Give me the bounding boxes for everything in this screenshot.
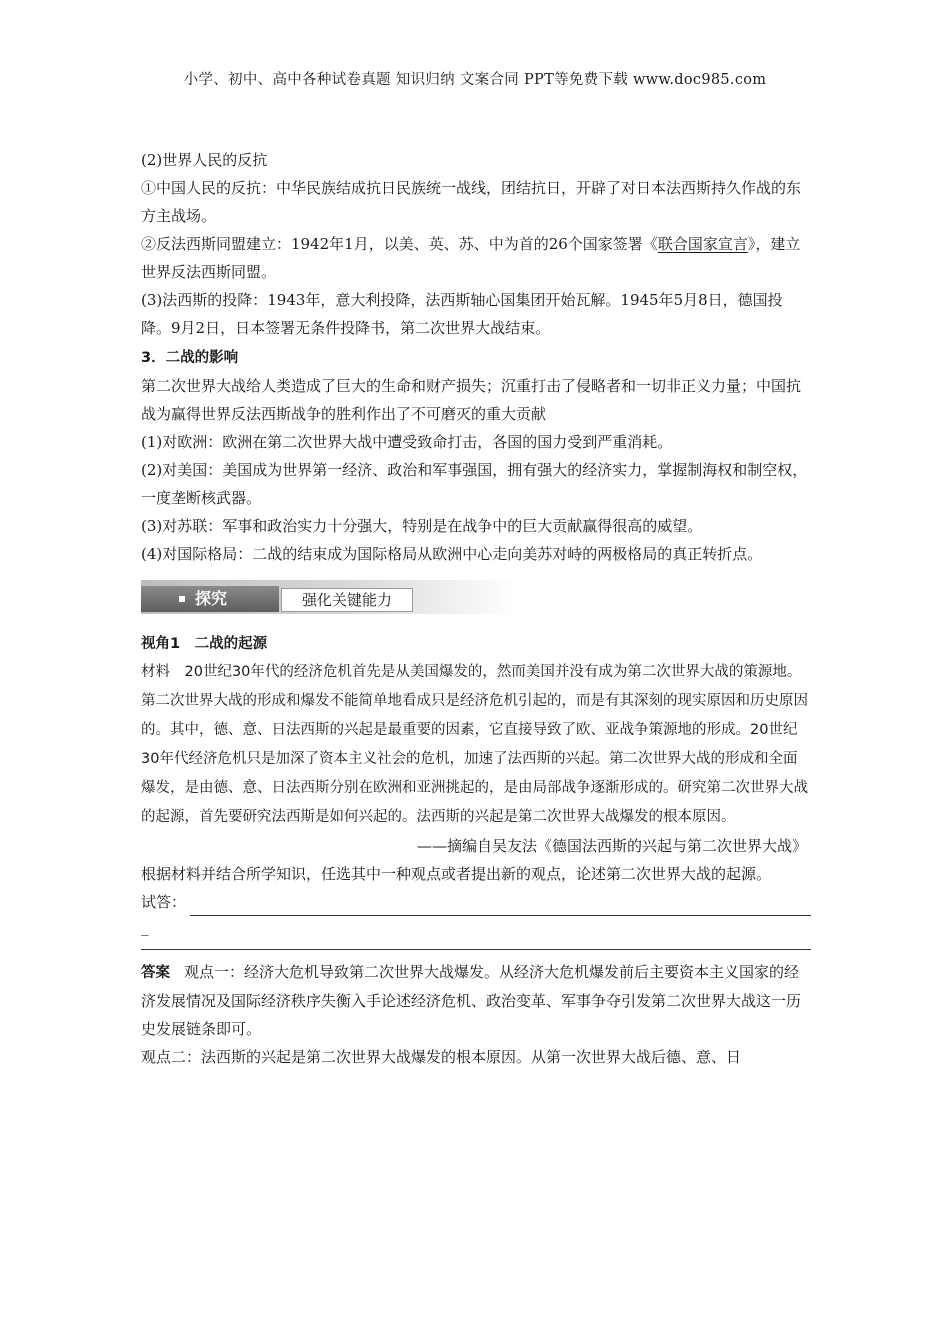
banner-explore-label: 探究 <box>141 586 279 612</box>
subsection-title-resistance: (2)世界人民的反抗 <box>141 151 268 169</box>
square-bullet-icon <box>179 596 185 602</box>
paragraph-impact-international: (4)对国际格局：二战的结束成为国际格局从欧洲中心走向美苏对峙的两极格局的真正转折点。 <box>141 545 763 563</box>
answer-tag: 答案 <box>141 965 170 981</box>
material-paragraph: 材料 20世纪30年代的经济危机首先是从美国爆发的，然而美国并没有成为第二次世界大战的策源地。第二次世界大战的形成和爆发不能简单地看成只是经济危机引起的，而是有其深刻的现实原因和历史原因的。其中，德、意、日法西斯的兴起是最重要的因素，它直接导致了欧、亚战争策源地的形成。20世纪30年代经济危机只是加深了资本主义社会的危机，加速了法西斯的兴起。第二次世界大战的形成和全面爆发，是由德、意、日法西斯分别在欧洲和亚洲挑起的，是由局部战争逐渐形成的。研究第二次世界大战的起源，首先要研究法西斯是如何兴起的。法西斯的兴起是第二次世界大战爆发的根本原因。 <box>141 664 808 825</box>
section-title-impact: 3．二战的影响 <box>141 350 239 366</box>
answer-input-line[interactable] <box>141 888 811 916</box>
question-prompt: 根据材料并结合所学知识，任选其中一种观点或者提出新的观点，论述第二次世界大战的起源。 <box>141 865 772 883</box>
paragraph-chinese-resistance: ①中国人民的反抗：中华民族结成抗日民族统一战线，团结抗日，开辟了对日本法西斯持久作战的东方主战场。 <box>141 179 802 225</box>
paragraph-anti-fascist-alliance: ②反法西斯同盟建立：1942年1月，以美、英、苏、中为首的26个国家签署《联合国家宣言》，建立世界反法西斯同盟。 <box>141 235 801 281</box>
perspective-title: 视角1 二战的起源 <box>141 636 268 652</box>
answer-view-2: 观点二：法西斯的兴起是第二次世界大战爆发的根本原因。从第一次世界大战后德、意、日 <box>141 1048 742 1066</box>
paragraph-fascist-surrender: (3)法西斯的投降：1943年，意大利投降，法西斯轴心国集团开始瓦解。1945年5月8日，德国投降。9月2日，日本签署无条件投降书，第二次世界大战结束。 <box>141 291 783 337</box>
paragraph-impact-usa: (2)对美国：美国成为世界第一经济、政治和军事强国，拥有强大的经济实力，掌握制海权和制空权，一度垄断核武器。 <box>141 461 808 507</box>
answer-label: 试答： <box>141 893 187 911</box>
answer-rule <box>141 948 811 950</box>
explore-banner <box>141 580 517 614</box>
paragraph-impact-ussr: (3)对苏联：军事和政治实力十分强大，特别是在战争中的巨大贡献赢得很高的威望。 <box>141 517 703 535</box>
material-source: ——摘编自吴友法《德国法西斯的兴起与第二次世界大战》 <box>416 837 807 855</box>
banner-key-ability-label: 强化关键能力 <box>281 588 413 612</box>
document-body <box>141 146 811 1071</box>
answer-view-1: 答案 观点一：经济大危机导致第二次世界大战爆发。从经济大危机爆发前后主要资本主义国家的经济发展情况及国际经济秩序失衡入手论述经济危机、政治变革、军事争夺引发第二次世界大战这一历史发展链条即可。 <box>141 963 802 1038</box>
paragraph-impact-europe: (1)对欧洲：欧洲在第二次世界大战中遭受致命打击，各国的国力受到严重消耗。 <box>141 433 673 451</box>
declaration-link-text: 联合国家宣言 <box>657 235 748 253</box>
answer-dash: _ <box>141 918 149 936</box>
paragraph-impact-intro: 第二次世界大战给人类造成了巨大的生命和财产损失；沉重打击了侵略者和一切非正义力量；中国抗战为赢得世界反法西斯战争的胜利作出了不可磨灭的重大贡献 <box>141 377 802 423</box>
answer-underline <box>190 895 811 916</box>
page-header: 小学、初中、高中各种试卷真题 知识归纳 文案合同 PPT等免费下载 www.doc985.com <box>183 72 767 88</box>
